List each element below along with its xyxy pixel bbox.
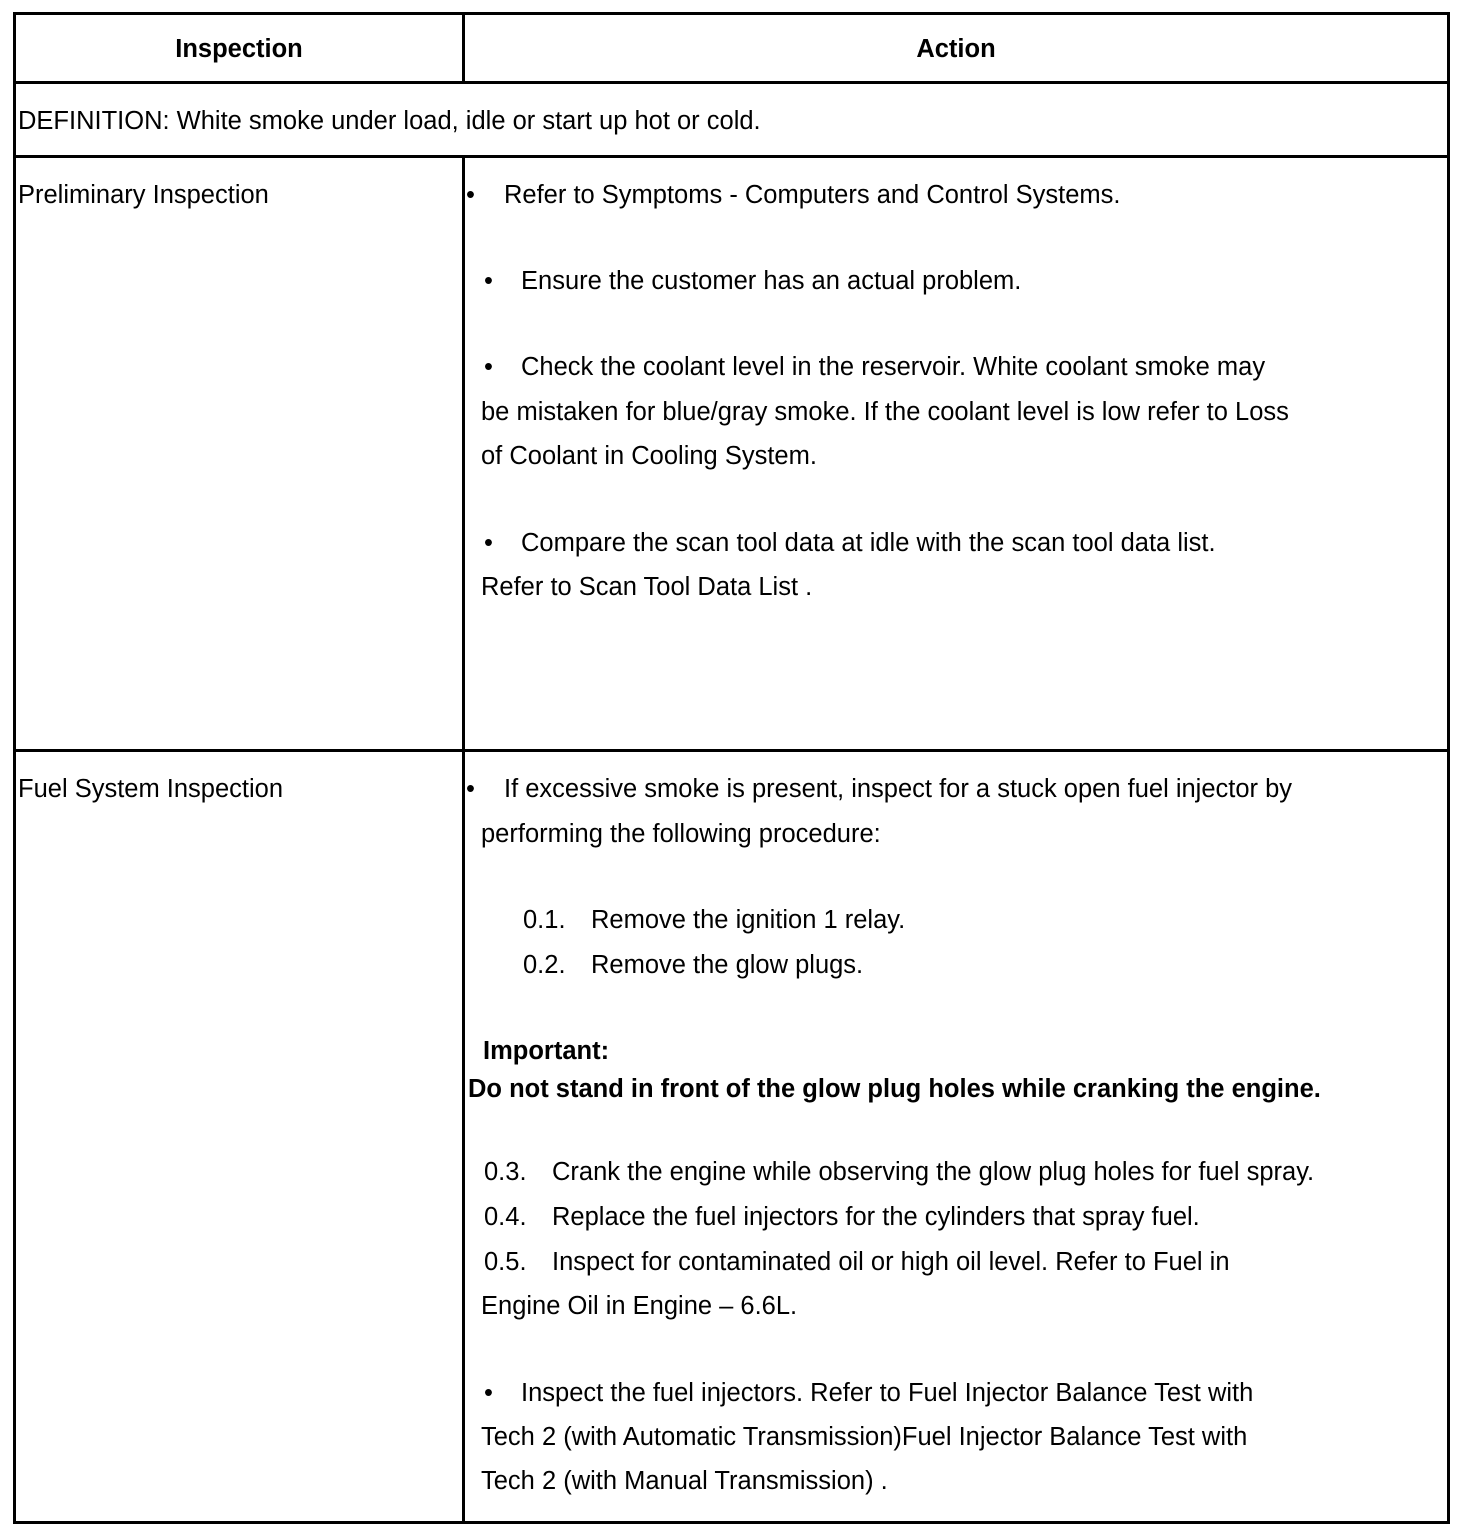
header-divider xyxy=(13,81,1450,84)
bullet-text: Inspect the fuel injectors. Refer to Fuel Injector Balance Test with xyxy=(521,1379,1254,1407)
header-action: Action xyxy=(916,35,996,63)
bullet-text-cont: Tech 2 (with Automatic Transmission)Fuel Injector Balance Test with xyxy=(481,1423,1248,1451)
step-number: 0.1. xyxy=(523,906,566,934)
table-border-right xyxy=(1447,12,1450,1524)
table-border-left xyxy=(13,12,16,1524)
step-number: 0.4. xyxy=(484,1203,527,1231)
bullet-text-cont: Tech 2 (with Manual Transmission) . xyxy=(481,1467,888,1495)
step-text: Remove the ignition 1 relay. xyxy=(591,906,906,934)
important-text: Do not stand in front of the glow plug holes while cranking the engine. xyxy=(468,1075,1321,1103)
bullet-text-cont: Refer to Scan Tool Data List . xyxy=(481,573,813,601)
bullet-icon: • xyxy=(466,775,475,803)
bullet-icon: • xyxy=(484,267,493,295)
bullet-text: Compare the scan tool data at idle with the scan tool data list. xyxy=(521,529,1216,557)
definition-divider xyxy=(13,155,1450,158)
row-label-fuel-system: Fuel System Inspection xyxy=(18,775,284,803)
bullet-icon: • xyxy=(466,181,475,209)
step-number: 0.5. xyxy=(484,1248,527,1276)
step-text: Crank the engine while observing the glow plug holes for fuel spray. xyxy=(552,1158,1315,1186)
bullet-text-cont: of Coolant in Cooling System. xyxy=(481,442,817,470)
step-text-cont: Engine Oil in Engine – 6.6L. xyxy=(481,1292,798,1320)
step-text: Inspect for contaminated oil or high oil level. Refer to Fuel in xyxy=(552,1248,1230,1276)
step-text: Remove the glow plugs. xyxy=(591,951,864,979)
header-inspection: Inspection xyxy=(175,35,303,63)
bullet-icon: • xyxy=(484,529,493,557)
bullet-text: Ensure the customer has an actual problem. xyxy=(521,267,1022,295)
definition-text: DEFINITION: White smoke under load, idle or start up hot or cold. xyxy=(18,107,761,135)
row-label-preliminary: Preliminary Inspection xyxy=(18,181,269,209)
bullet-text: If excessive smoke is present, inspect for a stuck open fuel injector by xyxy=(504,775,1293,803)
row-divider xyxy=(13,749,1450,752)
bullet-icon: • xyxy=(484,353,493,381)
bullet-text: Check the coolant level in the reservoir. White coolant smoke may xyxy=(521,353,1266,381)
column-divider-body xyxy=(462,155,465,1524)
bullet-text: Refer to Symptoms - Computers and Control Systems. xyxy=(504,181,1121,209)
bullet-text-cont: performing the following procedure: xyxy=(481,820,881,848)
step-number: 0.2. xyxy=(523,951,566,979)
step-number: 0.3. xyxy=(484,1158,527,1186)
table-border-bottom xyxy=(13,1521,1450,1524)
bullet-text-cont: be mistaken for blue/gray smoke. If the coolant level is low refer to Loss xyxy=(481,398,1289,426)
bullet-icon: • xyxy=(484,1379,493,1407)
table-border-top xyxy=(13,12,1450,15)
important-label: Important: xyxy=(483,1037,610,1065)
step-text: Replace the fuel injectors for the cylinders that spray fuel. xyxy=(552,1203,1200,1231)
